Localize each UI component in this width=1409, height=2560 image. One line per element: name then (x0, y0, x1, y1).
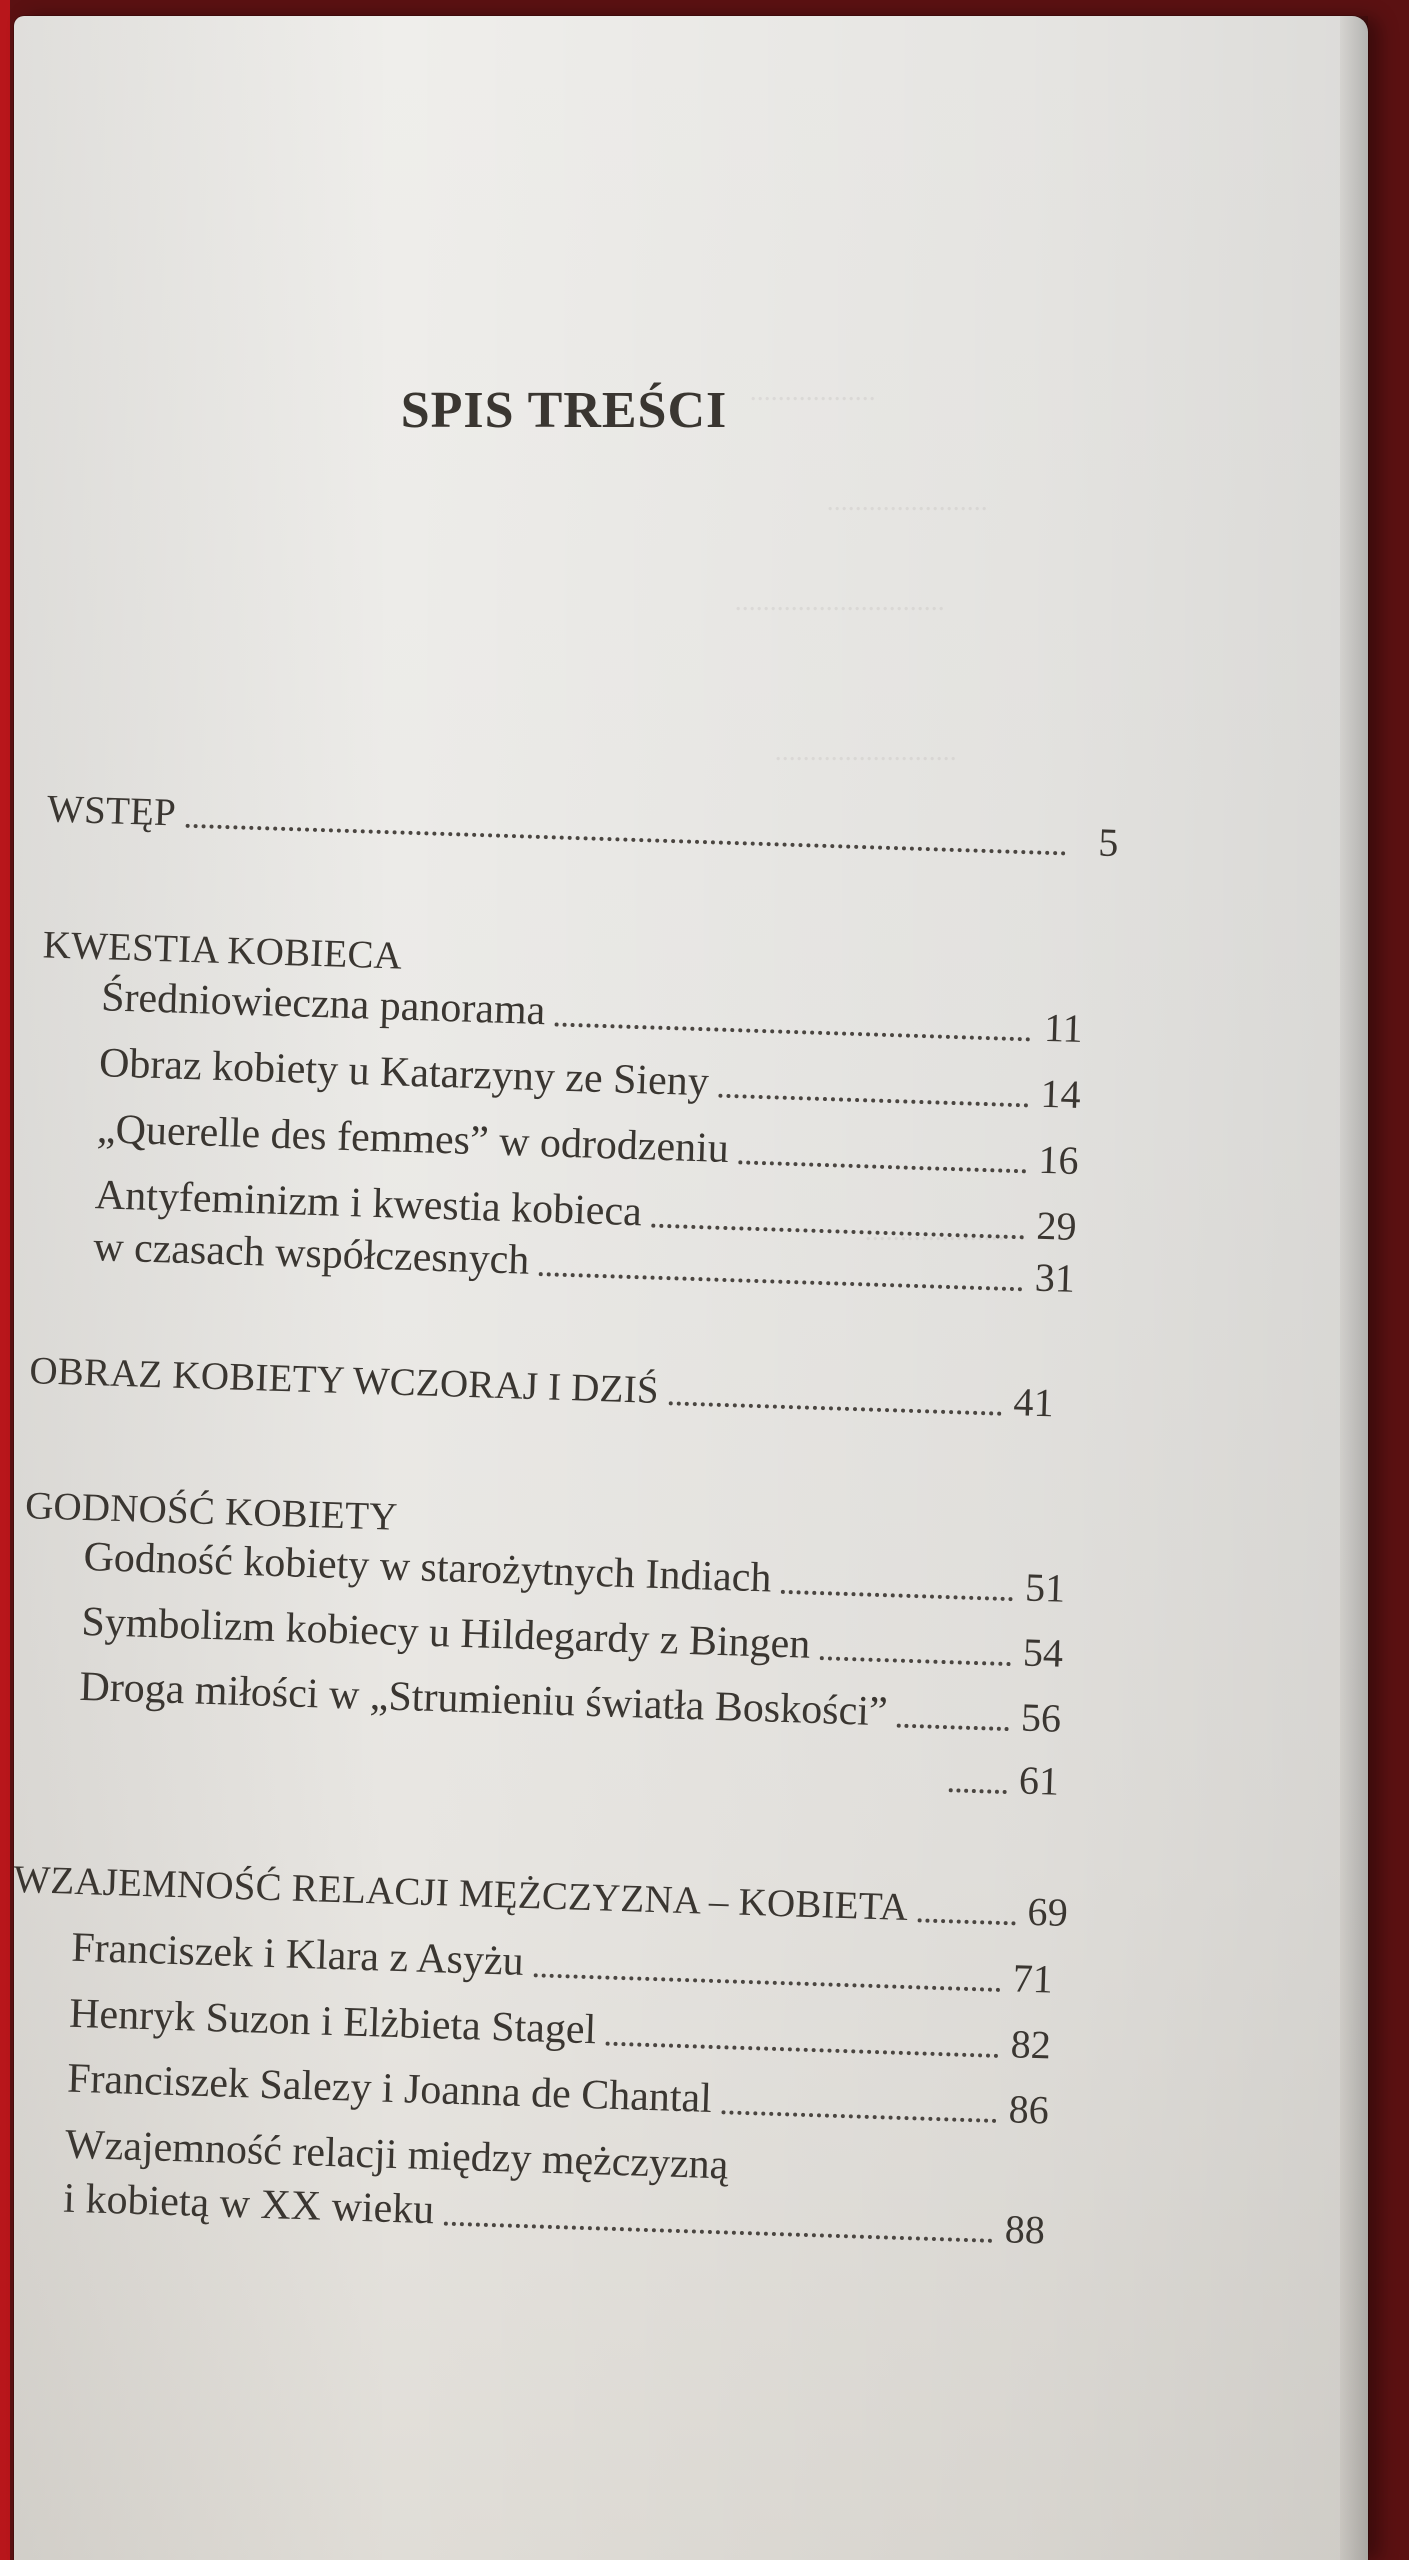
toc-entry (13, 1858, 1069, 1935)
toc-entry-label: w czasach współczesnych (92, 1224, 531, 1284)
dot-leader (721, 2110, 996, 2123)
toc-entry-label: Symbolizm kobiecy u Hildegardy z Bingen (80, 1598, 811, 1668)
show-through-text: ....................... (826, 486, 987, 517)
toc-page-number (401, 979, 443, 980)
dot-leader (668, 1401, 1001, 1415)
toc-page-number: 56 (1020, 1694, 1062, 1741)
toc-entry-label: WSTĘP (46, 787, 177, 835)
toc-entry-label: KWESTIA KOBIECA (42, 923, 403, 978)
dot-leader (949, 1788, 1007, 1794)
toc-entry (29, 1349, 1055, 1425)
dot-leader (185, 824, 1066, 856)
toc-page-number: 86 (1008, 2086, 1050, 2133)
dot-leader (539, 1272, 1023, 1291)
dot-leader (651, 1224, 1024, 1240)
toc-entry (25, 1485, 441, 1541)
toc-page-number: 54 (1022, 1629, 1064, 1676)
show-through-text: .................... (864, 1216, 1004, 1247)
dot-leader (918, 1918, 1016, 1925)
dot-leader (718, 1094, 1028, 1108)
toc-entry (81, 1599, 1064, 1676)
toc-page-number: 51 (1024, 1564, 1066, 1611)
toc-page-number: 71 (1012, 1955, 1054, 2002)
toc-entry (79, 1664, 1062, 1741)
toc-entry (69, 1991, 1052, 2068)
toc-page-number: 82 (1010, 2021, 1052, 2068)
toc-page-number (728, 2189, 770, 2190)
toc-entry (938, 1756, 1059, 1804)
toc-entry (67, 2056, 1050, 2133)
toc-page-number: 29 (1035, 1202, 1078, 1250)
dot-leader (897, 1724, 1009, 1732)
dot-leader (555, 1023, 1031, 1042)
toc-page-number: 88 (1004, 2206, 1046, 2253)
dot-leader (781, 1590, 1013, 1601)
toc-page-number: 5 (1097, 819, 1120, 866)
toc-entry-label: Henryk Suzon i Elżbieta Stagel (68, 1990, 597, 2054)
dot-leader (444, 2222, 993, 2243)
toc-entry-label: Droga miłości w „Strumieniu światła Boskości” (78, 1663, 889, 1736)
show-through-text: .................. (749, 376, 875, 407)
toc-entry (98, 1040, 1081, 1117)
toc-entry (46, 787, 1119, 865)
toc-page-number: 41 (1012, 1379, 1055, 1426)
page-title: SPIS TREŚCI (400, 382, 728, 439)
toc-entry-label: Antyfeminizm i kwestia kobieca (94, 1172, 643, 1236)
dot-leader (738, 1161, 1026, 1174)
toc-entry-label: Franciszek i Klara z Asyżu (70, 1924, 525, 1985)
dot-leader (606, 2042, 999, 2058)
toc-entry-label: OBRAZ KOBIETY WCZORAJ I DZIŚ (28, 1349, 660, 1413)
toc-page-number: 14 (1039, 1070, 1082, 1118)
toc-entry-label: Obraz kobiety u Katarzyny ze Sieny (98, 1040, 710, 1106)
dot-leader (533, 1973, 1000, 1992)
toc-entry-label: Godność kobiety w starożytnych Indiach (82, 1533, 773, 1602)
toc-page-number: 31 (1034, 1254, 1076, 1302)
toc-page-number: 61 (1018, 1757, 1060, 1804)
dot-leader (820, 1656, 1011, 1666)
toc-entry (83, 1534, 1066, 1611)
table-of-contents (0, 16, 1367, 2560)
toc-entry-label: Franciszek Salezy i Joanna de Chantal (66, 2055, 713, 2122)
show-through-text: .............................. (734, 586, 944, 617)
toc-entry (100, 974, 1083, 1051)
toc-page-number: 69 (1026, 1888, 1069, 1936)
book-page (14, 16, 1368, 2560)
toc-entry-label: i kobietą w XX wieku (62, 2175, 435, 2234)
toc-page-number: 11 (1043, 1005, 1084, 1052)
toc-entry-label: GODNOŚĆ KOBIETY (24, 1484, 399, 1539)
toc-entry-label: Wzajemność relacji między mężczyzną (64, 2121, 730, 2189)
toc-entry (96, 1106, 1079, 1183)
toc-entry-label: Średniowieczna panorama (100, 974, 547, 1035)
toc-entry-label: „Querelle des femmes” w odrodzeniu (96, 1106, 730, 1173)
show-through-text: .......................... (774, 736, 956, 767)
toc-entry-label: WZAJEMNOŚĆ RELACJI MĘŻCZYZNA – KOBIETA (12, 1858, 909, 1930)
toc-page-number (397, 1540, 439, 1541)
toc-entry (42, 924, 445, 979)
toc-page-number: 16 (1037, 1136, 1080, 1184)
toc-entry (71, 1925, 1054, 2002)
